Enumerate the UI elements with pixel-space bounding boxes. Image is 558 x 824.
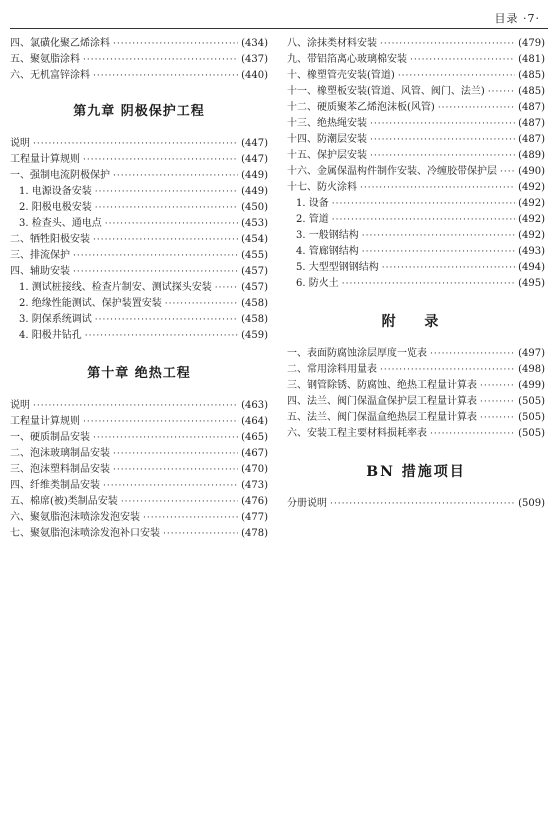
toc-entry[interactable] <box>287 212 545 228</box>
toc-entry[interactable] <box>10 312 268 328</box>
toc-entry-label: 十五、保护层安装 <box>287 150 367 161</box>
toc-leader-dots <box>480 410 515 426</box>
toc-entry[interactable] <box>10 328 268 344</box>
toc-entry[interactable] <box>10 136 268 152</box>
toc-entry[interactable] <box>287 362 545 378</box>
toc-right-column <box>287 36 545 512</box>
toc-entry-label: 十四、防潮层安装 <box>287 134 367 145</box>
appendix-title: 附 录 <box>381 314 451 330</box>
toc-leader-dots <box>370 132 515 148</box>
toc-leader-dots <box>93 430 238 446</box>
toc-right-top-group <box>287 36 545 292</box>
toc-leader-dots <box>215 280 238 296</box>
toc-entry-page-number: (509) <box>518 498 545 509</box>
toc-entry[interactable] <box>287 244 545 260</box>
toc-entry[interactable] <box>287 68 545 84</box>
toc-leader-dots <box>93 232 238 248</box>
toc-entry[interactable] <box>10 184 268 200</box>
toc-leader-dots <box>500 164 515 180</box>
toc-leader-dots <box>438 100 515 116</box>
toc-entry-page-number: (467) <box>241 448 268 459</box>
toc-entry-page-number: (492) <box>518 230 545 241</box>
toc-entry-label: 4. 管廊钢结构 <box>296 246 359 257</box>
toc-entry[interactable] <box>10 216 268 232</box>
toc-entry-label: 五、聚氨脂涂料 <box>10 54 80 65</box>
toc-leader-dots <box>105 216 238 232</box>
toc-entry[interactable] <box>10 398 268 414</box>
toc-entry-label: 六、聚氨脂泡沫喷涂发泡安装 <box>10 512 140 523</box>
chapter-10-title: 第十章 绝热工程 <box>87 366 191 381</box>
toc-leader-dots <box>113 446 238 462</box>
bn-entries <box>287 496 545 512</box>
toc-leader-dots <box>73 248 238 264</box>
toc-entry[interactable] <box>287 148 545 164</box>
toc-entry[interactable] <box>287 228 545 244</box>
toc-entry[interactable] <box>287 100 545 116</box>
toc-leader-dots <box>83 414 238 430</box>
toc-left-top-group <box>10 36 268 84</box>
toc-entry-page-number: (457) <box>241 282 268 293</box>
toc-entry[interactable] <box>287 260 545 276</box>
toc-entry-page-number: (477) <box>241 512 268 523</box>
toc-entry-label: 五、法兰、阀门保温盒绝热层工程量计算表 <box>287 412 477 423</box>
toc-entry-page-number: (458) <box>241 314 268 325</box>
toc-leader-dots <box>382 260 515 276</box>
toc-entry-page-number: (473) <box>241 480 268 491</box>
toc-entry-page-number: (499) <box>518 380 545 391</box>
toc-entry-label: 说明 <box>10 138 30 149</box>
toc-entry-page-number: (447) <box>241 138 268 149</box>
toc-left-column <box>10 36 268 542</box>
toc-entry[interactable] <box>287 410 545 426</box>
toc-entry-label: 一、强制电流阴极保护 <box>10 170 110 181</box>
chapter-9-entries <box>10 136 268 344</box>
toc-entry[interactable] <box>287 164 545 180</box>
toc-entry-label: 一、硬质制品安装 <box>10 432 90 443</box>
toc-entry-label: 三、泡沫塑料制品安装 <box>10 464 110 475</box>
toc-entry-page-number: (487) <box>518 118 545 129</box>
toc-entry-page-number: (465) <box>241 432 268 443</box>
toc-entry-page-number: (458) <box>241 298 268 309</box>
toc-entry[interactable] <box>287 378 545 394</box>
toc-entry[interactable] <box>287 346 545 362</box>
toc-entry-label: 十、橡塑管壳安装(管道) <box>287 70 395 81</box>
toc-entry-label: 四、法兰、阀门保温盒保护层工程量计算表 <box>287 396 477 407</box>
bn-section-title: BN 措施项目 <box>366 464 466 480</box>
toc-leader-dots <box>380 362 515 378</box>
toc-entry-page-number: (440) <box>241 70 268 81</box>
toc-entry-label: 三、排流保护 <box>10 250 70 261</box>
toc-entry-label: 1. 电源设备安装 <box>19 186 92 197</box>
toc-entry[interactable] <box>10 414 268 430</box>
toc-entry-label: 五、棉席(被)类制品安装 <box>10 496 118 507</box>
toc-entry-page-number: (464) <box>241 416 268 427</box>
toc-entry[interactable] <box>10 264 268 280</box>
toc-leader-dots <box>342 276 515 292</box>
toc-leader-dots <box>480 394 515 410</box>
toc-entry-page-number: (470) <box>241 464 268 475</box>
toc-entry-page-number: (485) <box>518 70 545 81</box>
toc-entry[interactable] <box>287 426 545 442</box>
toc-entry-label: 1. 测试桩接线、检查片制安、测试探头安装 <box>19 282 212 293</box>
toc-entry[interactable] <box>10 446 268 462</box>
toc-entry[interactable] <box>10 200 268 216</box>
toc-entry-page-number: (459) <box>241 330 268 341</box>
toc-entry[interactable] <box>10 462 268 478</box>
toc-entry-label: 十六、金属保温构件制作安装、冷缠胶带保护层 <box>287 166 497 177</box>
toc-entry[interactable] <box>287 116 545 132</box>
toc-entry-page-number: (449) <box>241 186 268 197</box>
toc-entry-page-number: (490) <box>518 166 545 177</box>
toc-entry-label: 工程量计算规则 <box>10 154 80 165</box>
toc-entry-label: 三、钢管除锈、防腐蚀、绝热工程量计算表 <box>287 380 477 391</box>
toc-entry-label: 工程量计算规则 <box>10 416 80 427</box>
toc-entry-label: 二、常用涂料用量表 <box>287 364 377 375</box>
toc-entry-label: 八、涂抹类材料安装 <box>287 38 377 49</box>
toc-entry-label: 二、泡沫玻璃制品安装 <box>10 448 110 459</box>
toc-entry[interactable] <box>287 84 545 100</box>
toc-leader-dots <box>370 148 515 164</box>
toc-leader-dots <box>163 526 238 542</box>
toc-entry-label: 3. 一般钢结构 <box>296 230 359 241</box>
toc-leader-dots <box>95 184 238 200</box>
toc-leader-dots <box>113 168 238 184</box>
toc-entry[interactable] <box>10 52 268 68</box>
toc-entry-page-number: (487) <box>518 102 545 113</box>
toc-leader-dots <box>85 328 238 344</box>
toc-leader-dots <box>380 36 515 52</box>
toc-entry-page-number: (492) <box>518 214 545 225</box>
toc-entry-page-number: (487) <box>518 134 545 145</box>
toc-entry-page-number: (450) <box>241 202 268 213</box>
toc-entry-label: 十七、防火涂料 <box>287 182 357 193</box>
toc-leader-dots <box>83 152 238 168</box>
toc-entry-page-number: (476) <box>241 496 268 507</box>
toc-entry-label: 六、安装工程主要材料损耗率表 <box>287 428 427 439</box>
toc-leader-dots <box>121 494 238 510</box>
toc-leader-dots <box>165 296 238 312</box>
header-running-title: 目录 ·7· <box>494 12 540 25</box>
toc-entry-label: 分册说明 <box>287 498 327 509</box>
toc-entry-label: 四、辅助安装 <box>10 266 70 277</box>
toc-leader-dots <box>103 478 238 494</box>
toc-entry-page-number: (497) <box>518 348 545 359</box>
toc-leader-dots <box>73 264 238 280</box>
toc-entry-label: 4. 阳极井钻孔 <box>19 330 82 341</box>
toc-entry-page-number: (493) <box>518 246 545 257</box>
toc-leader-dots <box>488 84 515 100</box>
toc-entry[interactable] <box>10 526 268 542</box>
toc-leader-dots <box>430 346 515 362</box>
toc-entry-label: 2. 阳极电极安装 <box>19 202 92 213</box>
toc-leader-dots <box>95 312 238 328</box>
toc-entry-label: 一、表面防腐蚀涂层厚度一览表 <box>287 348 427 359</box>
toc-entry-page-number: (495) <box>518 278 545 289</box>
toc-entry[interactable] <box>10 168 268 184</box>
toc-leader-dots <box>143 510 238 526</box>
toc-leader-dots <box>362 244 515 260</box>
toc-entry-page-number: (447) <box>241 154 268 165</box>
toc-entry-page-number: (505) <box>518 428 545 439</box>
toc-leader-dots <box>430 426 515 442</box>
toc-entry-label: 二、牺牲阳极安装 <box>10 234 90 245</box>
toc-entry[interactable] <box>287 276 545 292</box>
toc-entry-label: 九、带铝箔离心玻璃棉安装 <box>287 54 407 65</box>
toc-entry-page-number: (485) <box>518 86 545 97</box>
toc-entry-page-number: (437) <box>241 54 268 65</box>
toc-entry[interactable] <box>10 510 268 526</box>
toc-entry-label: 6. 防火土 <box>296 278 339 289</box>
toc-leader-dots <box>370 116 515 132</box>
toc-leader-dots <box>410 52 515 68</box>
toc-entry-page-number: (498) <box>518 364 545 375</box>
toc-leader-dots <box>332 212 515 228</box>
toc-entry-label: 2. 管道 <box>296 214 329 225</box>
toc-entry[interactable] <box>10 36 268 52</box>
toc-leader-dots <box>95 200 238 216</box>
appendix-entries <box>287 346 545 442</box>
toc-entry[interactable] <box>287 52 545 68</box>
toc-entry-page-number: (481) <box>518 54 545 65</box>
toc-entry[interactable] <box>10 248 268 264</box>
toc-entry-page-number: (492) <box>518 198 545 209</box>
toc-leader-dots <box>113 462 238 478</box>
toc-entry[interactable] <box>10 478 268 494</box>
toc-leader-dots <box>480 378 515 394</box>
toc-entry[interactable] <box>287 196 545 212</box>
chapter-9-title: 第九章 阴极保护工程 <box>73 104 205 119</box>
toc-entry-page-number: (505) <box>518 412 545 423</box>
toc-entry[interactable] <box>10 280 268 296</box>
toc-entry-label: 十一、橡塑板安装(管道、风管、阀门、法兰) <box>287 86 485 97</box>
toc-leader-dots <box>113 36 238 52</box>
toc-entry-page-number: (453) <box>241 218 268 229</box>
toc-entry-label: 1. 设备 <box>296 198 329 209</box>
toc-entry-label: 四、纤维类制品安装 <box>10 480 100 491</box>
toc-entry-page-number: (463) <box>241 400 268 411</box>
toc-entry[interactable] <box>10 68 268 84</box>
toc-entry-label: 六、无机富锌涂料 <box>10 70 90 81</box>
toc-entry-label: 十二、硬质聚苯乙烯泡沫板(风管) <box>287 102 435 113</box>
toc-entry[interactable] <box>10 232 268 248</box>
toc-entry-page-number: (479) <box>518 38 545 49</box>
toc-leader-dots <box>362 228 515 244</box>
toc-leader-dots <box>332 196 515 212</box>
toc-entry-label: 3. 检查头、通电点 <box>19 218 102 229</box>
toc-entry[interactable] <box>10 494 268 510</box>
toc-entry-page-number: (489) <box>518 150 545 161</box>
toc-entry-page-number: (434) <box>241 38 268 49</box>
toc-entry-page-number: (457) <box>241 266 268 277</box>
toc-leader-dots <box>360 180 515 196</box>
toc-entry-label: 四、氯磺化聚乙烯涂料 <box>10 38 110 49</box>
toc-entry[interactable] <box>10 430 268 446</box>
toc-entry[interactable] <box>287 36 545 52</box>
toc-entry[interactable] <box>287 394 545 410</box>
toc-entry-page-number: (455) <box>241 250 268 261</box>
toc-entry-label: 十三、绝热绳安装 <box>287 118 367 129</box>
toc-entry[interactable] <box>287 180 545 196</box>
toc-entry[interactable] <box>287 132 545 148</box>
toc-entry-page-number: (505) <box>518 396 545 407</box>
toc-entry-page-number: (454) <box>241 234 268 245</box>
toc-leader-dots <box>33 398 238 414</box>
toc-entry-page-number: (478) <box>241 528 268 539</box>
toc-entry[interactable] <box>10 296 268 312</box>
toc-entry-page-number: (492) <box>518 182 545 193</box>
toc-leader-dots <box>330 496 515 512</box>
toc-entry[interactable] <box>10 152 268 168</box>
chapter-10-entries <box>10 398 268 542</box>
page-header <box>10 6 548 29</box>
toc-leader-dots <box>93 68 238 84</box>
toc-leader-dots <box>398 68 515 84</box>
toc-leader-dots <box>83 52 238 68</box>
toc-entry-page-number: (449) <box>241 170 268 181</box>
toc-entry-page-number: (494) <box>518 262 545 273</box>
toc-entry-label: 说明 <box>10 400 30 411</box>
toc-entry[interactable] <box>287 496 545 512</box>
toc-entry-label: 3. 阴保系统调试 <box>19 314 92 325</box>
toc-leader-dots <box>33 136 238 152</box>
toc-entry-label: 2. 绝缘性能测试、保护装置安装 <box>19 298 162 309</box>
toc-entry-label: 5. 大型型钢钢结构 <box>296 262 379 273</box>
toc-entry-label: 七、聚氨脂泡沫喷涂发泡补口安装 <box>10 528 160 539</box>
